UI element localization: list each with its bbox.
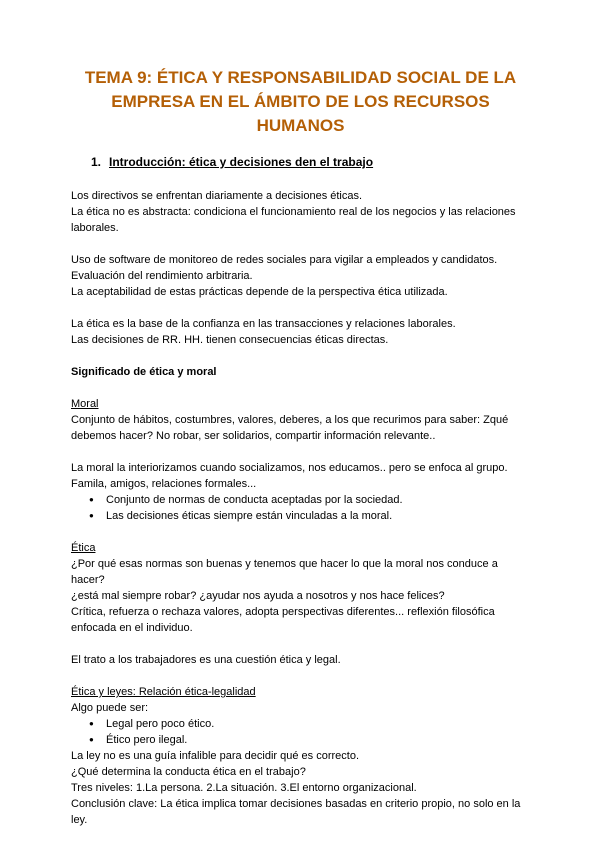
paragraph: ¿Por qué esas normas son buenas y tenemos que hacer lo que la moral nos conduce a hacer? bbox=[71, 558, 498, 586]
subheading-moral: Moral bbox=[71, 398, 99, 410]
list-item: ● Legal pero poco ético. bbox=[71, 716, 530, 732]
paragraph: Uso de software de monitoreo de redes sociales para vigilar a empleados y candidatos. bbox=[71, 254, 498, 266]
paragraph: Crítica, refuerza o rechaza valores, adopta perspectivas diferentes... reflexión filosófica enfocada en el individuo. bbox=[71, 606, 495, 634]
section-heading-introduccion bbox=[91, 155, 530, 170]
paragraph: El trato a los trabajadores es una cuestión ética y legal. bbox=[71, 654, 341, 666]
section-number: 1. bbox=[91, 155, 102, 169]
list-item: ● Las decisiones éticas siempre están vinculadas a la moral. bbox=[71, 508, 530, 524]
subheading-significado: Significado de ética y moral bbox=[71, 366, 217, 378]
spacer bbox=[71, 300, 530, 316]
list-item: ● Conjunto de normas de conducta aceptadas por la sociedad. bbox=[71, 492, 530, 508]
paragraph: Tres niveles: 1.La persona. 2.La situación. 3.El entorno organizacional. bbox=[71, 782, 417, 794]
spacer bbox=[71, 348, 530, 364]
paragraph: Conclusión clave: La ética implica tomar decisiones basadas en criterio propio, no solo en la ley. bbox=[71, 798, 521, 826]
section-title: Introducción: ética y decisiones den el trabajo bbox=[109, 155, 374, 169]
list-item: ● Ético pero ilegal. bbox=[71, 732, 530, 748]
paragraph: La moral la interiorizamos cuando socializamos, nos educamos.. pero se enfoca al grupo. Famila, amigos, relaciones formales... bbox=[71, 462, 508, 490]
paragraph: Los directivos se enfrentan diariamente a decisiones éticas. bbox=[71, 190, 363, 202]
paragraph: La ética no es abstracta: condiciona el funcionamiento real de los negocios y las relaciones laborales. bbox=[71, 206, 516, 234]
spacer bbox=[71, 636, 530, 652]
bullet-list-moral bbox=[71, 492, 530, 524]
paragraph: La ética es la base de la confianza en las transacciones y relaciones laborales. bbox=[71, 318, 456, 330]
paragraph: Algo puede ser: bbox=[71, 702, 149, 714]
paragraph: La aceptabilidad de estas prácticas depende de la perspectiva ética utilizada. bbox=[71, 286, 448, 298]
spacer bbox=[71, 236, 530, 252]
subheading-etica: Ética bbox=[71, 542, 96, 554]
spacer bbox=[71, 668, 530, 684]
paragraph: Evaluación del rendimiento arbitraria. bbox=[71, 270, 253, 282]
paragraph: La ley no es una guía infalible para decidir qué es correcto. bbox=[71, 750, 360, 762]
spacer bbox=[71, 380, 530, 396]
spacer bbox=[71, 444, 530, 460]
paragraph: Conjunto de hábitos, costumbres, valores, deberes, a los que recurimos para saber: Zqué debemos hacer? No robar, ser solidarios, compartir información relevante.. bbox=[71, 414, 509, 442]
paragraph: ¿está mal siempre robar? ¿ayudar nos ayuda a nosotros y nos hace felices? bbox=[71, 590, 445, 602]
bullet-list-leyes bbox=[71, 716, 530, 748]
spacer bbox=[71, 524, 530, 540]
paragraph: ¿Qué determina la conducta ética en el trabajo? bbox=[71, 766, 306, 778]
page-title: TEMA 9: ÉTICA Y RESPONSABILIDAD SOCIAL DE LA EMPRESA EN EL ÁMBITO DE LOS RECURSOS HUMANOS bbox=[84, 68, 517, 135]
paragraph: Las decisiones de RR. HH. tienen consecuencias éticas directas. bbox=[71, 334, 389, 346]
subheading-etica-leyes: Ética y leyes: Relación ética-legalidad bbox=[71, 686, 256, 698]
